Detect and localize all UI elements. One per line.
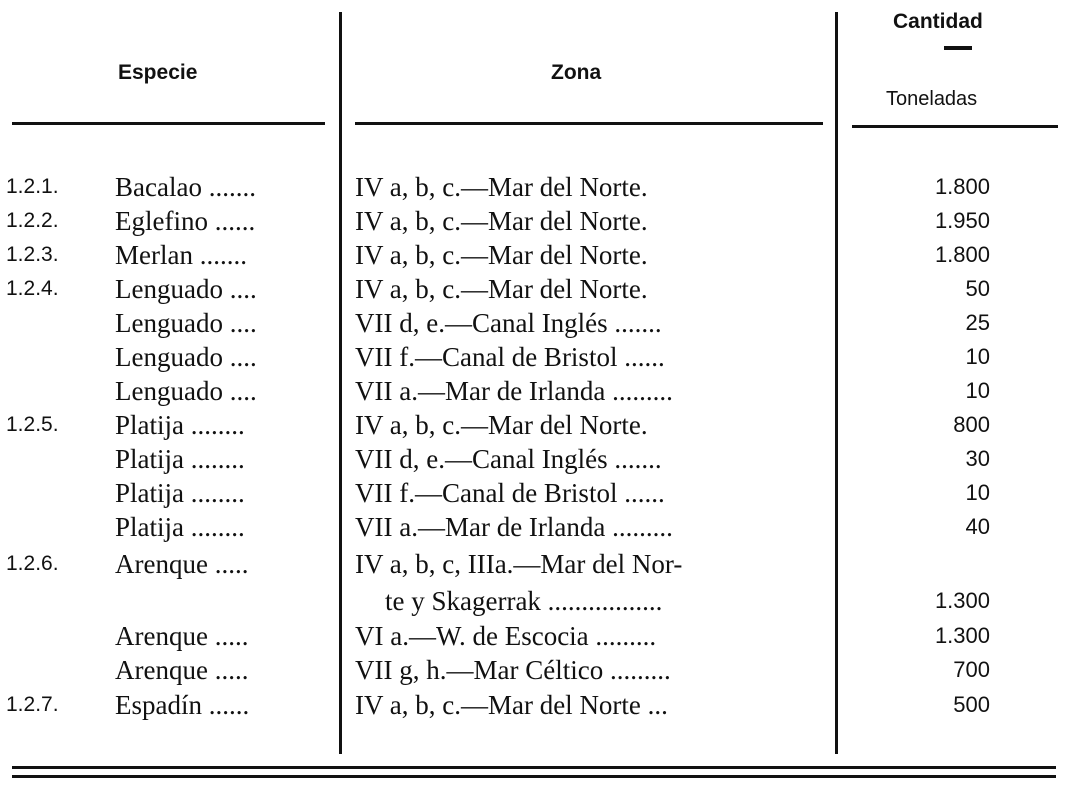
row-cantidad: 1.800 [934, 174, 990, 199]
row-cantidad: 1.950 [934, 208, 990, 233]
row-zona: IV a, b, c.—Mar del Norte. [355, 274, 648, 304]
table-row [0, 653, 1067, 687]
table-row [0, 306, 1067, 340]
table-row [0, 374, 1067, 408]
row-cantidad: 30 [965, 446, 990, 471]
row-number: 1.2.2. [6, 209, 59, 232]
row-zona: te y Skagerrak ................. [385, 586, 663, 616]
row-number: 1.2.4. [6, 277, 59, 300]
row-especie: Eglefino ...... [115, 206, 256, 236]
table-row [0, 272, 1067, 306]
table-row [0, 584, 1067, 618]
header-toneladas: Toneladas [886, 88, 978, 110]
row-zona: VII a.—Mar de Irlanda ......... [355, 376, 673, 406]
table-row [0, 204, 1067, 238]
header-rule-especie [12, 122, 325, 125]
header-rule-cantidad [852, 125, 1058, 128]
row-number: 1.2.3. [6, 243, 59, 266]
row-especie: Espadín ...... [115, 690, 250, 720]
row-number: 1.2.7. [6, 693, 59, 716]
row-zona: VII d, e.—Canal Inglés ....... [355, 444, 662, 474]
row-cantidad: 1.800 [934, 242, 990, 267]
header-cantidad-dash [944, 46, 972, 50]
row-especie: Lenguado .... [115, 342, 257, 372]
row-zona: IV a, b, c.—Mar del Norte. [355, 410, 648, 440]
row-number: 1.2.6. [6, 552, 59, 575]
row-zona: IV a, b, c.—Mar del Norte. [355, 172, 648, 202]
row-especie: Platija ........ [115, 512, 245, 542]
table-row [0, 619, 1067, 653]
table-row [0, 510, 1067, 544]
row-zona: VII d, e.—Canal Inglés ....... [355, 308, 662, 338]
row-especie: Arenque ..... [115, 549, 249, 579]
row-cantidad: 1.300 [934, 588, 990, 613]
row-especie: Arenque ..... [115, 621, 249, 651]
header-cantidad: Cantidad [893, 10, 983, 33]
row-zona: IV a, b, c.—Mar del Norte ... [355, 690, 668, 720]
table-row [0, 476, 1067, 510]
row-especie: Bacalao ....... [115, 172, 256, 202]
header-rule-zona [355, 122, 823, 125]
header-especie: Especie [118, 61, 198, 84]
row-zona: IV a, b, c.—Mar del Norte. [355, 240, 648, 270]
row-number: 1.2.5. [6, 413, 59, 436]
table-row [0, 688, 1067, 722]
header-zona: Zona [551, 61, 602, 84]
row-cantidad: 800 [953, 412, 990, 437]
table-row [0, 408, 1067, 442]
row-number: 1.2.1. [6, 175, 59, 198]
row-cantidad: 10 [965, 378, 990, 403]
table-row [0, 547, 1067, 581]
row-especie: Platija ........ [115, 478, 245, 508]
table-row [0, 340, 1067, 374]
row-especie: Lenguado .... [115, 376, 257, 406]
row-zona: VI a.—W. de Escocia ......... [355, 621, 657, 651]
row-especie: Platija ........ [115, 410, 245, 440]
row-zona: VII a.—Mar de Irlanda ......... [355, 512, 673, 542]
row-especie: Arenque ..... [115, 655, 249, 685]
row-cantidad: 500 [953, 692, 990, 717]
table-row [0, 170, 1067, 204]
row-zona: VII f.—Canal de Bristol ...... [355, 478, 665, 508]
table-row [0, 238, 1067, 272]
bottom-rule-upper [12, 766, 1056, 769]
row-zona: VII f.—Canal de Bristol ...... [355, 342, 665, 372]
row-zona: VII g, h.—Mar Céltico ......... [355, 655, 671, 685]
row-cantidad: 10 [965, 344, 990, 369]
bottom-rule-lower [12, 775, 1056, 778]
row-especie: Lenguado .... [115, 308, 257, 338]
row-cantidad: 1.300 [934, 623, 990, 648]
row-cantidad: 50 [965, 276, 990, 301]
row-zona: IV a, b, c, IIIa.—Mar del Nor- [355, 549, 683, 579]
row-especie: Lenguado .... [115, 274, 257, 304]
row-cantidad: 700 [953, 657, 990, 682]
row-especie: Merlan ....... [115, 240, 247, 270]
row-cantidad: 40 [965, 514, 990, 539]
row-zona: IV a, b, c.—Mar del Norte. [355, 206, 648, 236]
table-row [0, 442, 1067, 476]
row-cantidad: 10 [965, 480, 990, 505]
row-especie: Platija ........ [115, 444, 245, 474]
row-cantidad: 25 [965, 310, 990, 335]
